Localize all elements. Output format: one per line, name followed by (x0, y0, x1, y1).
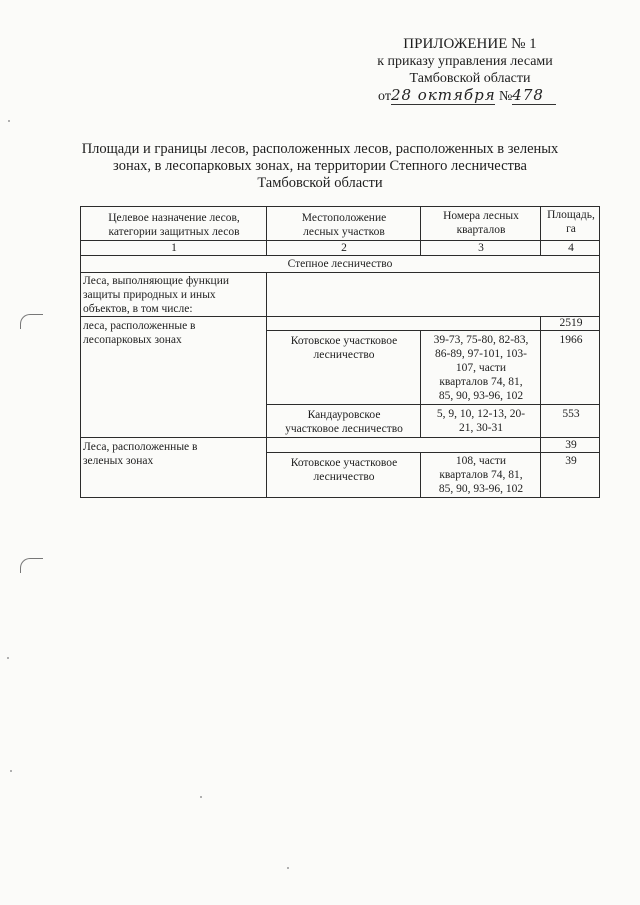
fp-sub2-location-line1: Кандауровское (307, 409, 381, 421)
green-zone-line-1: Леса, расположенные в (83, 441, 198, 453)
gz-quarters-divider (420, 452, 421, 498)
header-col-location (268, 211, 420, 239)
header-col-quarters (422, 209, 540, 237)
number-value: 478 (512, 86, 556, 105)
fp-sub1-location (268, 334, 420, 362)
date-value: 28 октября (390, 86, 496, 104)
col-number-4: 4 (568, 242, 574, 254)
appendix-title: ПРИЛОЖЕНИЕ № 1 (403, 36, 537, 52)
binder-hole-mark (20, 558, 43, 573)
area-col-divider (540, 316, 541, 498)
header-col2-line2: лесных участков (303, 226, 385, 238)
quarters-line: 85, 90, 93-96, 102 (438, 483, 524, 495)
quarters-line: кварталов 74, 81, (439, 469, 523, 481)
quarters-line: 107, части (455, 362, 507, 374)
fp-sub2-location (268, 408, 420, 436)
forestry-name: Степное лесничество (287, 258, 393, 270)
order-ref-line (345, 54, 585, 70)
header-col4-line1: Площадь, (547, 209, 595, 221)
fp-sub2-location-line2: участковое лесничество (285, 423, 403, 435)
scan-speck (200, 796, 202, 798)
quarters-line: кварталов 74, 81, (439, 376, 523, 388)
protective-forests-label (83, 274, 265, 316)
protective-line-3: объектов, в том числе: (83, 303, 193, 315)
forest-park-label (83, 319, 265, 347)
fp-sub1-area: 1966 (559, 334, 583, 346)
col1-divider (266, 272, 267, 498)
protective-line-1: Леса, выполняющие функции (83, 275, 230, 287)
fp-sub2-area: 553 (562, 408, 580, 420)
number-prefix: № (498, 89, 513, 104)
protective-row-bottom (80, 316, 600, 317)
quarters-line: 86-89, 97-101, 103- (435, 348, 527, 360)
gz-sub1-area: 39 (565, 455, 577, 467)
gz-total-row-bottom (266, 452, 600, 453)
date-prefix: от (378, 89, 391, 104)
gz-sub1-quarters (422, 454, 540, 496)
fp-group-bottom (80, 437, 600, 438)
fp-sub1-location-line2: лесничество (313, 349, 375, 361)
header-sep-2 (420, 206, 421, 256)
header-col1-line2: категории защитных лесов (108, 226, 240, 238)
green-zone-line-2: зеленых зонах (83, 455, 154, 467)
binder-hole-mark (20, 314, 43, 329)
quarters-line: 39-73, 75-80, 82-83, (433, 334, 529, 346)
order-ref-text: к приказу управления лесами (377, 54, 553, 69)
forest-park-total: 2519 (559, 317, 583, 329)
title-line-1: Площади и границы лесов, расположенных лесов, расположенных в зеленых (81, 141, 559, 157)
fp-sub1-location-line1: Котовское участковое (290, 335, 398, 347)
col-number-2: 2 (341, 242, 347, 254)
date-number-line (378, 86, 578, 105)
forest-park-line-2: лесопарковых зонах (83, 334, 182, 346)
table-border-bottom (80, 497, 600, 498)
header-col3-line2: кварталов (456, 224, 506, 236)
scan-speck (10, 770, 12, 772)
header-col2-line1: Местоположение (301, 212, 387, 224)
table-border-top (80, 206, 600, 207)
quarters-line: 21, 30-31 (458, 422, 504, 434)
header-sep-1 (266, 206, 267, 256)
title-line-3: Тамбовской области (257, 175, 383, 191)
header-col-purpose (82, 211, 266, 239)
header-col1-line1: Целевое назначение лесов, (108, 212, 240, 224)
fp-total-row-bottom (266, 330, 600, 331)
green-zone-label (83, 440, 265, 468)
forestry-row-bottom (80, 272, 600, 273)
header-col3-line1: Номера лесных (443, 210, 519, 222)
table-border-left (80, 206, 81, 498)
green-zone-total: 39 (565, 439, 577, 451)
gz-sub1-location-line2: лесничество (313, 471, 375, 483)
region-text: Тамбовской области (409, 71, 531, 86)
fp-quarters-divider (420, 330, 421, 437)
quarters-line: 108, части (455, 455, 507, 467)
scan-speck (7, 657, 9, 659)
document-title (60, 141, 580, 192)
protective-line-2: защиты природных и иных (83, 289, 216, 301)
fp-sub1-quarters (422, 333, 540, 403)
title-line-2: зонах, в лесопарковых зонах, на территории Степного лесничества (113, 158, 527, 174)
appendix-heading (360, 36, 580, 53)
header-sep-3 (540, 206, 541, 256)
fp-sub2-quarters (422, 407, 540, 435)
header-col-area (542, 208, 600, 236)
gz-sub1-location-line1: Котовское участковое (290, 457, 398, 469)
region-line (360, 71, 580, 87)
forest-park-line-1: леса, расположенные в (83, 320, 196, 332)
numbers-row-bottom (80, 255, 600, 256)
fp-sub1-bottom (266, 404, 600, 405)
quarters-line: 5, 9, 10, 12-13, 20- (436, 408, 526, 420)
quarters-line: 85, 90, 93-96, 102 (438, 390, 524, 402)
scan-speck (8, 120, 10, 122)
col-number-1: 1 (171, 242, 177, 254)
header-col4-line2: га (566, 223, 576, 235)
col-number-3: 3 (478, 242, 484, 254)
gz-sub1-location (268, 456, 420, 484)
scan-speck (287, 867, 289, 869)
